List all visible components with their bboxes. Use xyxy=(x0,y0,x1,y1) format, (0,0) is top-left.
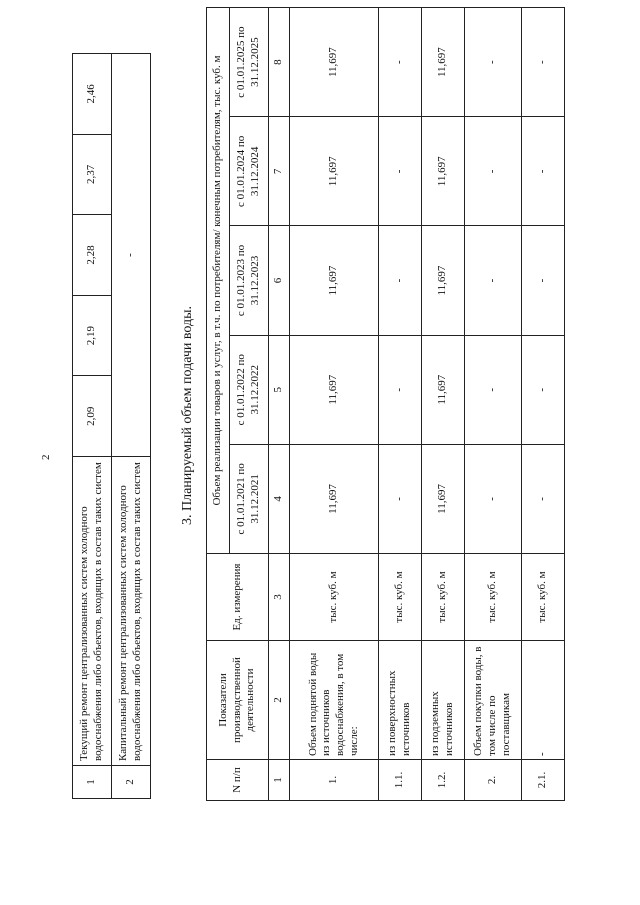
column-number: 2 xyxy=(269,641,290,760)
row-unit: тыс. куб. м xyxy=(422,554,465,641)
period-header: с 01.01.2025 по 31.12.2025 xyxy=(230,8,269,117)
header-num: N п/п xyxy=(207,760,269,801)
merged-value-cell: - xyxy=(112,54,151,457)
table-row xyxy=(422,8,465,801)
column-number: 5 xyxy=(269,335,290,444)
value-cell: 11,697 xyxy=(290,226,379,335)
column-number: 4 xyxy=(269,444,290,553)
period-header: с 01.01.2022 по 31.12.2022 xyxy=(230,335,269,444)
value-cell: - xyxy=(522,8,565,117)
value-cell: 2,19 xyxy=(73,295,112,376)
value-cell: - xyxy=(465,444,522,553)
value-cell: 11,697 xyxy=(422,444,465,553)
row-name: из подземных источников xyxy=(422,641,465,760)
row-number: 1 xyxy=(73,766,112,799)
row-number: 2.1. xyxy=(522,760,565,801)
row-unit: тыс. куб. м xyxy=(465,554,522,641)
header-indicator: Показатели производственной деятельности xyxy=(207,641,269,760)
value-cell: - xyxy=(465,8,522,117)
column-number: 8 xyxy=(269,8,290,117)
page-number: 2 xyxy=(40,454,52,460)
value-cell: 11,697 xyxy=(290,8,379,117)
table-row xyxy=(465,8,522,801)
value-cell: - xyxy=(379,444,422,553)
row-number: 1.2. xyxy=(422,760,465,801)
value-cell: 2,37 xyxy=(73,134,112,215)
value-cell: - xyxy=(522,117,565,226)
row-name: Объем поднятой воды из источников водоснабжения, в том числе: xyxy=(290,641,379,760)
value-cell: - xyxy=(522,444,565,553)
row-name: Объем покупки воды, в том числе по поставщикам xyxy=(465,641,522,760)
header-volume: Объем реализации товаров и услуг, в т.ч. по потребителям/ конечным потребителям, тыс. куб. м xyxy=(207,8,230,554)
row-unit: тыс. куб. м xyxy=(522,554,565,641)
column-number: 1 xyxy=(269,760,290,801)
row-number: 2 xyxy=(112,766,151,799)
row-number: 1. xyxy=(290,760,379,801)
value-cell: - xyxy=(465,226,522,335)
value-cell: 11,697 xyxy=(290,444,379,553)
column-number: 6 xyxy=(269,226,290,335)
repair-costs-table xyxy=(72,53,151,799)
header-unit: Ед. измерения xyxy=(207,554,269,641)
value-cell: 11,697 xyxy=(422,8,465,117)
value-cell: 2,46 xyxy=(73,54,112,135)
row-number: 2. xyxy=(465,760,522,801)
period-header: с 01.01.2021 по 31.12.2021 xyxy=(230,444,269,553)
value-cell: 11,697 xyxy=(290,117,379,226)
water-supply-table xyxy=(206,7,565,801)
period-header: с 01.01.2024 по 31.12.2024 xyxy=(230,117,269,226)
column-number-row xyxy=(269,8,290,801)
row-unit: тыс. куб. м xyxy=(379,554,422,641)
value-cell: 11,697 xyxy=(422,226,465,335)
value-cell: 11,697 xyxy=(422,335,465,444)
table-row xyxy=(379,8,422,801)
value-cell: - xyxy=(522,335,565,444)
table-row xyxy=(290,8,379,801)
row-name: Капитальный ремонт централизованных систем холодного водоснабжения либо объектов, входящих в состав таких систем xyxy=(112,457,151,766)
value-cell: - xyxy=(379,117,422,226)
table-row xyxy=(73,54,112,799)
value-cell: - xyxy=(522,226,565,335)
row-number: 1.1. xyxy=(379,760,422,801)
value-cell: - xyxy=(465,117,522,226)
table-row xyxy=(112,54,151,799)
row-name: - xyxy=(522,641,565,760)
table-row xyxy=(522,8,565,801)
row-name: из поверхностных источников xyxy=(379,641,422,760)
value-cell: - xyxy=(379,226,422,335)
value-cell: - xyxy=(379,8,422,117)
period-header: с 01.01.2023 по 31.12.2023 xyxy=(230,226,269,335)
value-cell: - xyxy=(379,335,422,444)
value-cell: 2,28 xyxy=(73,215,112,296)
section-title: 3. Планируемый объем подачи воды. xyxy=(180,305,195,525)
value-cell: - xyxy=(465,335,522,444)
row-name: Текущий ремонт централизованных систем холодного водоснабжения либо объектов, входящих в состав таких систем xyxy=(73,457,112,766)
header-row xyxy=(207,8,230,801)
row-unit: тыс. куб. м xyxy=(290,554,379,641)
value-cell: 2,09 xyxy=(73,376,112,457)
column-number: 3 xyxy=(269,554,290,641)
value-cell: 11,697 xyxy=(290,335,379,444)
column-number: 7 xyxy=(269,117,290,226)
value-cell: 11,697 xyxy=(422,117,465,226)
